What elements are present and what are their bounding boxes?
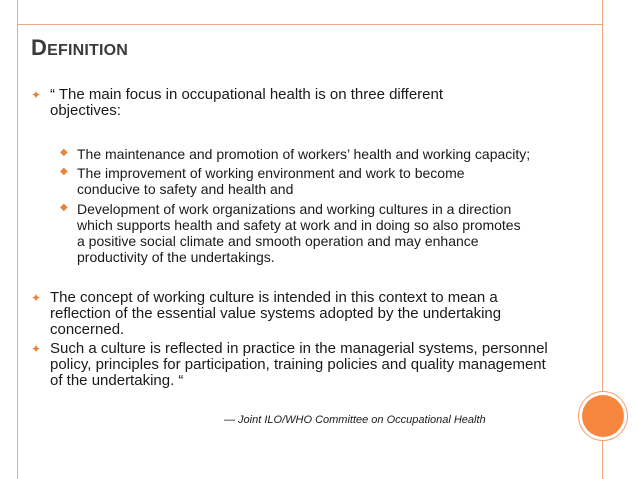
bullet-1-text: “ The main focus in occupational health is on three different objectives: xyxy=(50,86,444,119)
bullet-icon: ✦ xyxy=(31,88,42,102)
bullet-3-text: Such a culture is reflected in practice in the managerial systems, personnel policy, principles for participation, training policies and quality management of the undertaking. “ xyxy=(50,340,548,389)
right-border-line xyxy=(602,0,603,395)
sub-bullet-1-text: The maintenance and promotion of workers’ health and working capacity; xyxy=(77,146,531,162)
sub-bullet-2-text: The improvement of working environment and work to become conducive to safety and health and xyxy=(77,165,465,197)
citation: — Joint ILO/WHO Committee on Occupational Health xyxy=(224,414,486,426)
bullet-icon: ✦ xyxy=(31,342,42,356)
sub-bullet-icon: ◆ xyxy=(60,166,68,177)
bullet-2-text: The concept of working culture is intended in this context to mean a reflection of the essential value systems adopted by the undertaking concerned. xyxy=(50,289,502,338)
sub-bullet-icon: ◆ xyxy=(60,147,68,158)
left-border-line xyxy=(17,0,18,479)
right-border-line-lower xyxy=(602,437,603,479)
sub-bullet-3-text: Development of work organizations and working cultures in a direction which supports health and safety at work and in doing so also promotes a positive social climate and smooth operation and may enhance productivity of the undertakings. xyxy=(77,201,521,265)
decorative-circle xyxy=(582,395,624,437)
sub-bullet-icon: ◆ xyxy=(60,202,68,213)
top-border-line xyxy=(17,24,603,25)
bullet-icon: ✦ xyxy=(31,291,42,305)
slide-title: DEFINITION xyxy=(31,35,129,60)
